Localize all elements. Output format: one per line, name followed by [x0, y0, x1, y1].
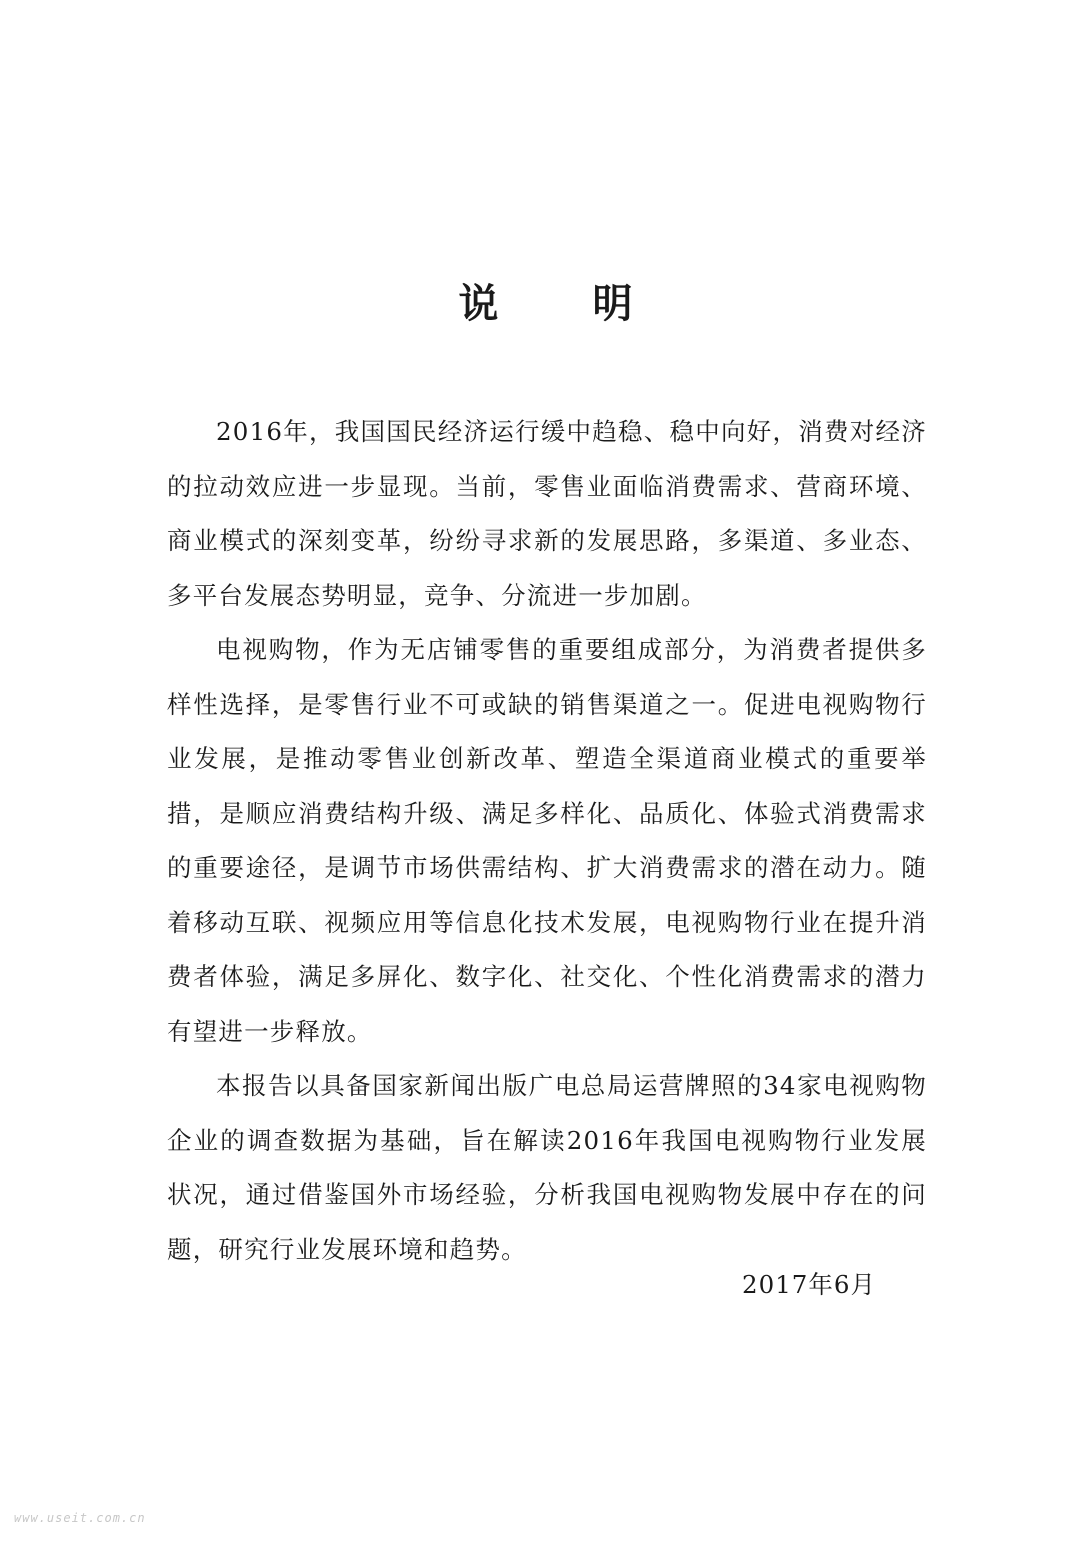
paragraph-1: 2016年，我国国民经济运行缓中趋稳、稳中向好，消费对经济的拉动效应进一步显现。当前，零售业面临消费需求、营商环境、商业模式的深刻变革，纷纷寻求新的发展思路，多渠道、多业态、多平台发展态势明显，竞争、分流进一步加剧。: [167, 417, 927, 610]
date-signature: 2017年6月: [742, 1270, 876, 1299]
paragraph-3: 本报告以具备国家新闻出版广电总局运营牌照的34家电视购物企业的调查数据为基础，旨在解读2016年我国电视购物行业发展状况，通过借鉴国外市场经验，分析我国电视购物发展中存在的问题，研究行业发展环境和趋势。: [167, 1071, 927, 1264]
body-text: [167, 405, 927, 1277]
watermark: www.useit.com.cn: [14, 1511, 146, 1525]
page-title: 说 明: [458, 281, 673, 327]
paragraph-2: 电视购物，作为无店铺零售的重要组成部分，为消费者提供多样性选择，是零售行业不可或缺的销售渠道之一。促进电视购物行业发展，是推动零售业创新改革、塑造全渠道商业模式的重要举措，是顺应消费结构升级、满足多样化、品质化、体验式消费需求的重要途径，是调节市场供需结构、扩大消费需求的潜在动力。随着移动互联、视频应用等信息化技术发展，电视购物行业在提升消费者体验，满足多屏化、数字化、社交化、个性化消费需求的潜力有望进一步释放。: [167, 635, 927, 1046]
